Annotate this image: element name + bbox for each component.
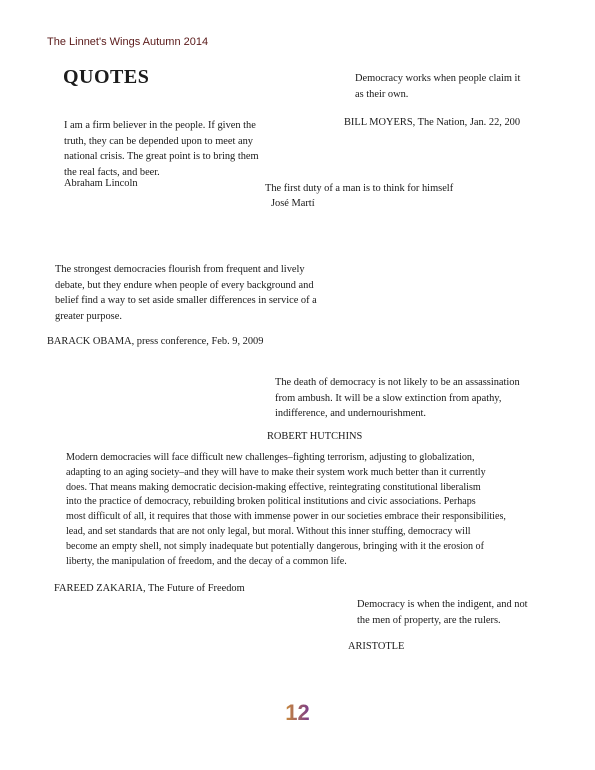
quote-line: the men of property, are the rulers. bbox=[357, 614, 501, 626]
attribution-hutchins: ROBERT HUTCHINS bbox=[267, 431, 363, 442]
quote-moyers bbox=[355, 71, 520, 102]
quote-line: liberty, the manipulation of freedom, and the decay of a common life. bbox=[66, 555, 347, 567]
quote-lincoln bbox=[64, 118, 259, 180]
quote-line: The strongest democracies flourish from frequent and lively bbox=[55, 264, 305, 275]
quote-line: truth, they can be depended upon to meet any bbox=[64, 135, 253, 147]
attribution-obama: BARACK OBAMA, press conference, Feb. 9, 2009 bbox=[47, 336, 264, 347]
quote-line: does. That means making democratic decision-making effective, reintegrating constitutional liberalism bbox=[66, 481, 481, 493]
quote-marti bbox=[265, 181, 453, 197]
quote-line: most difficult of all, it requires that those with immense power in our societies embrace their responsibilities, bbox=[66, 511, 506, 523]
quote-line: greater purpose. bbox=[55, 310, 122, 322]
quote-line: I am a firm believer in the people. If given the bbox=[64, 120, 256, 131]
attribution-zakaria: FAREED ZAKARIA, The Future of Freedom bbox=[54, 583, 245, 594]
quote-line: the real facts, and beer. bbox=[64, 166, 160, 178]
page-title: QUOTES bbox=[63, 66, 150, 88]
quote-zakaria bbox=[66, 451, 506, 569]
quote-line: The death of democracy is not likely to be an assassination bbox=[275, 377, 520, 388]
quote-line: into the practice of democracy, rebuilding broken political institutions and civic associations. Perhaps bbox=[66, 496, 476, 508]
quote-hutchins bbox=[275, 375, 520, 422]
quote-line: Democracy is when the indigent, and not bbox=[357, 599, 528, 610]
quote-line: belief find a way to set aside smaller differences in service of a bbox=[55, 295, 317, 306]
quote-line: The first duty of a man is to think for himself bbox=[265, 183, 454, 194]
page-number: 12 bbox=[0, 700, 595, 726]
quote-line: become an empty shell, not simply inadequate but potentially dangerous, bringing with it the erosion of bbox=[66, 540, 484, 552]
quote-line: lead, and set standards that are not only legal, but moral. Without this inner stuffing, democracy will bbox=[66, 525, 471, 537]
attribution-aristotle: ARISTOTLE bbox=[348, 641, 405, 652]
quote-line: national crisis. The great point is to bring them bbox=[64, 151, 259, 162]
attribution-marti: José Martí bbox=[271, 198, 315, 209]
quote-line: indifference, and undernourishment. bbox=[275, 408, 426, 419]
quote-aristotle bbox=[357, 597, 528, 628]
quote-line: Modern democracies will face difficult new challenges–fighting terrorism, adjusting to globalization, bbox=[66, 452, 475, 463]
quote-line: Democracy works when people claim it bbox=[355, 73, 521, 84]
quote-line: adapting to an aging society–and they will have to make their system work much better than it currently bbox=[66, 466, 486, 478]
quote-line: as their own. bbox=[355, 88, 409, 100]
magazine-header: The Linnet's Wings Autumn 2014 bbox=[47, 36, 209, 48]
attribution-lincoln: Abraham Lincoln bbox=[64, 178, 138, 189]
quote-line: from ambush. It will be a slow extinction from apathy, bbox=[275, 392, 502, 404]
quote-line: debate, but they endure when people of every background and bbox=[55, 279, 314, 291]
attribution-moyers: BILL MOYERS, The Nation, Jan. 22, 200 bbox=[344, 117, 521, 128]
quote-obama bbox=[55, 262, 317, 324]
